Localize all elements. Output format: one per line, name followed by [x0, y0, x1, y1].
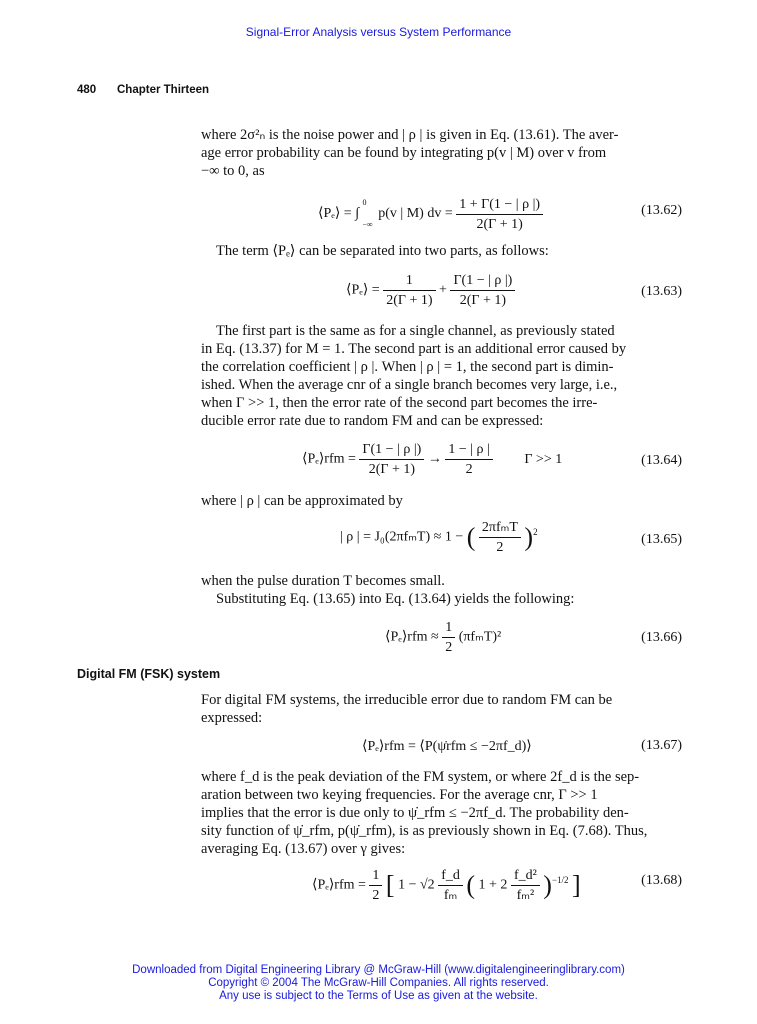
equation-label: (13.67): [641, 738, 682, 753]
text-line: implies that the error is due only to ψ̇_rfm ≤ −2πf_d. The probability den-: [201, 805, 629, 821]
text-line: age error probability can be found by integrating p(v | M) over v from: [201, 145, 607, 161]
eq-lower-limit: −∞: [362, 220, 373, 229]
eq-denominator: 2(Γ + 1): [459, 293, 507, 308]
paren-open: (: [466, 522, 476, 552]
equation-label: (13.68): [641, 873, 682, 888]
eq-lhs: | ρ | = J₀(2πfₘT) ≈ 1 −: [340, 529, 464, 545]
paragraph-7: [201, 768, 682, 858]
eq-fraction: [383, 271, 435, 310]
eq-lhs: ⟨Pₑ⟩ = ∫: [318, 206, 360, 222]
eq-numerator: Γ(1 − | ρ |): [359, 440, 424, 460]
paren-close: ): [524, 522, 534, 552]
text-line: when the pulse duration T becomes small.: [201, 573, 445, 589]
chapter-title: Chapter Thirteen: [117, 84, 210, 96]
eq-fraction: [479, 518, 521, 557]
eq-denominator: 2: [496, 540, 504, 555]
eq-fraction: [456, 195, 543, 234]
eq-denominator: 2(Γ + 1): [476, 216, 523, 232]
equation-13-62: [318, 192, 543, 236]
page-number: 480: [77, 84, 97, 96]
eq-numerator: 2πfₘT: [479, 518, 521, 538]
eq-exponent: 2: [533, 527, 538, 538]
paren-open: (: [466, 870, 476, 900]
eq-rhs: (πfₘT)²: [458, 629, 502, 645]
eq-numerator: f_d: [438, 866, 463, 886]
eq-numerator: 1: [383, 271, 435, 291]
text-line: the correlation coefficient | ρ |. When | ρ | = 1, the second part is dimin-: [201, 359, 614, 375]
eq-middle: p(v | M) dv =: [378, 206, 453, 222]
eq-denominator: 2(Γ + 1): [386, 293, 433, 308]
eq-fraction: [445, 440, 493, 479]
equation-label: (13.62): [641, 203, 682, 218]
eq-fraction: [442, 618, 455, 657]
text-line: where 2σ²ₙ is the noise power and | ρ | is given in Eq. (13.61). The aver-: [201, 127, 619, 143]
text-line: averaging Eq. (13.67) over γ gives:: [201, 841, 406, 857]
paragraph-3: [201, 322, 682, 430]
equation-label: (13.64): [641, 453, 682, 468]
eq-lhs: ⟨Pₑ⟩rfm ≈: [385, 629, 439, 645]
eq-inner: 1 − √2: [398, 877, 435, 893]
equation-13-66: [385, 618, 501, 657]
text-line: ished. When the average cnr of a single branch becomes very large, i.e.,: [201, 377, 618, 393]
text-line: sity function of ψ̇_rfm, p(ψ̇_rfm), is as previously shown in Eq. (7.68). Thus,: [201, 823, 648, 839]
paragraph-1: [201, 126, 682, 180]
footer-download-link[interactable]: Downloaded from Digital Engineering Library @ McGraw-Hill (www.digitalengineeringlibrary.com): [132, 964, 625, 976]
eq-inner-2: 1 + 2: [478, 877, 508, 893]
eq-condition: Γ >> 1: [524, 451, 563, 467]
eq-fraction: [511, 866, 540, 905]
paragraph-4: [201, 492, 682, 510]
text-line: The term ⟨Pₑ⟩ can be separated into two parts, as follows:: [216, 243, 549, 259]
text-line: For digital FM systems, the irreducible error due to random FM can be: [201, 692, 613, 708]
eq-fraction: [359, 440, 424, 479]
text-line: aration between two keying frequencies. For the average cnr, Γ >> 1: [201, 787, 598, 803]
text-line: Substituting Eq. (13.65) into Eq. (13.64) yields the following:: [216, 591, 575, 607]
eq-denominator: 2: [465, 462, 473, 477]
equation-label: (13.66): [641, 630, 682, 645]
eq-lhs: ⟨Pₑ⟩rfm =: [302, 451, 356, 467]
equation-13-67: [362, 738, 532, 755]
paragraph-6: [201, 691, 682, 727]
footer: [0, 964, 757, 1003]
equation-13-64: [302, 440, 562, 479]
eq-numerator: Γ(1 − | ρ |): [450, 271, 515, 291]
eq-denominator: fₘ²: [516, 888, 535, 903]
text-line: ducible error rate due to random FM and can be expressed:: [201, 413, 544, 429]
equation-13-68: [312, 866, 581, 905]
eq-numerator: 1 + Γ(1 − | ρ |): [456, 195, 543, 215]
eq-exponent: −1/2: [551, 875, 569, 886]
eq-denominator: 2: [445, 640, 453, 655]
eq-numerator: 1: [369, 866, 382, 886]
text-line: in Eq. (13.37) for M = 1. The second part is an additional error caused by: [201, 341, 627, 357]
text-line: expressed:: [201, 710, 263, 726]
footer-terms-link[interactable]: Any use is subject to the Terms of Use as given at the website.: [219, 990, 538, 1002]
eq-denominator: fₘ: [443, 888, 458, 903]
eq-denominator: 2: [372, 888, 380, 903]
section-heading: Digital FM (FSK) system: [77, 667, 221, 681]
footer-copyright-link[interactable]: Copyright © 2004 The McGraw-Hill Companies. All rights reserved.: [208, 977, 549, 989]
eq-fraction: [450, 271, 515, 310]
eq-fraction: [369, 866, 382, 905]
text-line: where | ρ | can be approximated by: [201, 493, 403, 509]
text-line: when Γ >> 1, then the error rate of the second part becomes the irre-: [201, 395, 598, 411]
eq-plus: +: [439, 282, 447, 298]
paragraph-5: [201, 572, 682, 608]
equation-13-65: [340, 518, 538, 557]
equation-13-63: [346, 271, 515, 310]
eq-lhs: ⟨Pₑ⟩ =: [346, 282, 380, 298]
bracket-close: ]: [572, 870, 581, 900]
eq-numerator: 1: [442, 618, 455, 638]
text-line: where f_d is the peak deviation of the FM system, or where 2f_d is the sep-: [201, 769, 640, 785]
eq-text: ⟨Pₑ⟩rfm = ⟨P(ψ̇rfm ≤ −2πf_d)⟩: [362, 739, 532, 754]
eq-numerator: f_d²: [511, 866, 540, 886]
text-line: The first part is the same as for a single channel, as previously stated: [216, 323, 615, 339]
eq-fraction: [438, 866, 463, 905]
equation-label: (13.65): [641, 532, 682, 547]
paragraph-2: [216, 242, 682, 260]
eq-upper-limit: 0: [362, 198, 367, 207]
eq-lhs: ⟨Pₑ⟩rfm =: [312, 877, 366, 893]
paren-close: ): [543, 870, 552, 900]
equation-label: (13.63): [641, 284, 682, 299]
bracket-open: [: [385, 870, 395, 900]
eq-arrow: →: [427, 451, 442, 467]
eq-numerator: 1 − | ρ |: [445, 440, 493, 460]
header-link[interactable]: Signal-Error Analysis versus System Performance: [245, 25, 512, 39]
text-line: −∞ to 0, as: [201, 163, 265, 179]
eq-denominator: 2(Γ + 1): [368, 462, 416, 477]
